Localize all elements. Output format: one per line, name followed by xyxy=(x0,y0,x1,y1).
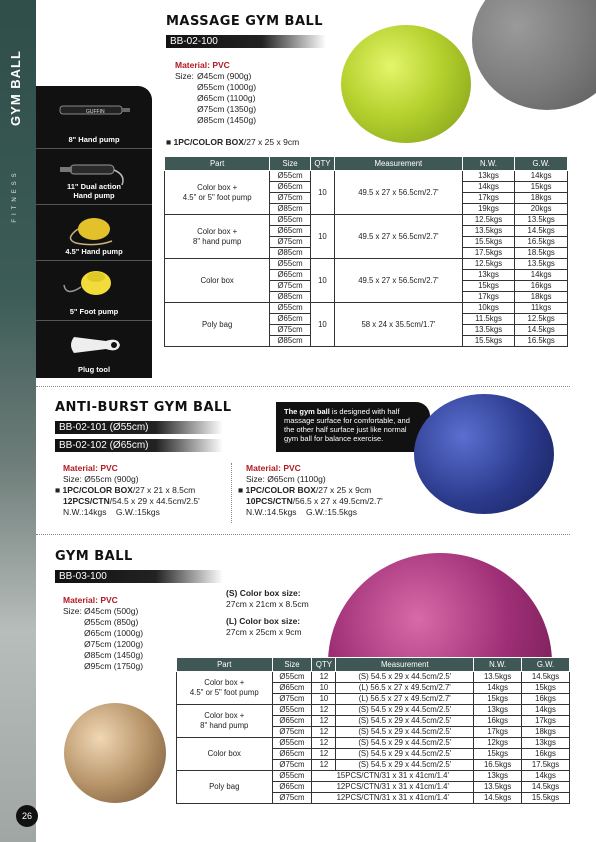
ab-left-ctn-bold: 12PCS/CTN xyxy=(63,496,110,506)
massage-size-list xyxy=(197,71,256,126)
side-subtitle: FITNESS xyxy=(12,169,18,223)
nw-cell: 16.5kgs xyxy=(474,760,522,771)
table-row xyxy=(165,259,568,270)
gw-cell: 16kgs xyxy=(522,694,570,705)
size-cell: Ø75cm xyxy=(270,193,311,204)
antiburst-ball-image xyxy=(414,394,554,514)
nw-cell: 13kgs xyxy=(474,705,522,716)
nw-cell: 13.5kgs xyxy=(462,226,515,237)
part-cell: Poly bag xyxy=(177,771,273,804)
massage-material: Material: PVC xyxy=(175,60,230,70)
gw-cell: 15kgs xyxy=(522,683,570,694)
table-header-row xyxy=(165,157,568,171)
gw-cell: 18kgs xyxy=(522,727,570,738)
accessory-item xyxy=(36,204,152,260)
size-cell: Ø55cm xyxy=(272,705,312,716)
qty-measurement-cell: 12PCS/CTN/31 x 31 x 41cm/1.4' xyxy=(312,793,474,804)
size-cell: Ø75cm xyxy=(272,727,312,738)
size-cell: Ø65cm xyxy=(272,782,312,793)
massage-size: Ø55cm (1000g) xyxy=(197,82,257,92)
table-row xyxy=(165,171,568,182)
size-cell: Ø65cm xyxy=(272,716,312,727)
size-cell: Ø55cm xyxy=(272,672,312,683)
antiburst-left-specs: Material: PVC Size: Ø55cm (900g) ■ 1PC/COLOR BOX/27 x 21 x 8.5cm 12PCS/CTN/54.5 x 29 x 44.5cm/2.5' N.W.:14kgs G.W.:15kgs xyxy=(55,463,235,518)
measurement-cell: 49.5 x 27 x 56.5cm/2.7' xyxy=(335,171,463,215)
accessory-item xyxy=(36,86,152,148)
massage-size: Ø65cm (1100g) xyxy=(197,93,256,103)
part-cell: Color box + 8" hand pump xyxy=(177,705,273,738)
size-cell: Ø55cm xyxy=(270,215,311,226)
nw-cell: 17kgs xyxy=(462,193,515,204)
accessories-panel xyxy=(36,86,152,378)
nw-cell: 16kgs xyxy=(474,716,522,727)
s-box-value: 27cm x 21cm x 8.5cm xyxy=(226,599,309,609)
ab-right-ctn-rest: /56.5 x 27 x 49.5cm/2.7' xyxy=(292,496,383,506)
table-header-cell: Measurement xyxy=(336,658,474,672)
table-header-cell: G.W. xyxy=(522,658,570,672)
part-cell: Color box + 8" hand pump xyxy=(165,215,270,259)
size-cell: Ø85cm xyxy=(270,204,311,215)
size-cell: Ø85cm xyxy=(270,336,311,347)
side-title: GYM BALL xyxy=(8,50,23,126)
svg-text:GUFFIN: GUFFIN xyxy=(86,109,105,115)
qty-measurement-cell: 12PCS/CTN/31 x 31 x 41cm/1.4' xyxy=(312,782,474,793)
ab-right-size: Size: Ø65cm (1100g) xyxy=(246,474,326,484)
qty-cell: 12 xyxy=(312,716,336,727)
nw-cell: 12.5kgs xyxy=(462,259,515,270)
hand-pump-45-icon xyxy=(56,211,132,247)
table-row xyxy=(177,672,570,683)
nw-cell: 13kgs xyxy=(462,171,515,182)
size-cell: Ø75cm xyxy=(270,281,311,292)
size-cell: Ø55cm xyxy=(270,259,311,270)
size-cell: Ø65cm xyxy=(270,270,311,281)
antiburst-right-specs: Material: PVC Size: Ø65cm (1100g) ■ 1PC/COLOR BOX/27 x 25 x 9cm 10PCS/CTN/56.5 x 27 x 49.5cm/2.7' N.W.:14.5kgs G.W.:15.5kgs xyxy=(238,463,418,518)
qty-cell: 10 xyxy=(312,683,336,694)
qty-cell: 12 xyxy=(312,705,336,716)
size-cell: Ø85cm xyxy=(270,248,311,259)
nw-cell: 17kgs xyxy=(474,727,522,738)
antiburst-title: ANTI-BURST GYM BALL xyxy=(55,400,232,415)
gw-cell: 11kgs xyxy=(515,303,568,314)
nw-cell: 15.5kgs xyxy=(462,336,515,347)
massage-pack: ■ 1PC/COLOR BOX/27 x 25 x 9cm xyxy=(166,137,300,147)
gymball-material: Material: PVC xyxy=(63,595,118,605)
ab-right-ctn-bold: 10PCS/CTN xyxy=(246,496,293,506)
qty-cell: 10 xyxy=(310,303,334,347)
gymball-size: Ø85cm (1450g) xyxy=(84,650,144,660)
size-cell: Ø65cm xyxy=(272,683,312,694)
measurement-cell: (S) 54.5 x 29 x 44.5cm/2.5' xyxy=(336,716,474,727)
part-cell: Color box + 4.5" or 5" foot pump xyxy=(177,672,273,705)
measurement-cell: (S) 54.5 x 29 x 44.5cm/2.5' xyxy=(336,705,474,716)
massage-size: Ø85cm (1450g) xyxy=(197,115,257,125)
size-cell: Ø65cm xyxy=(270,182,311,193)
size-cell: Ø55cm xyxy=(272,771,312,782)
ab-right-weights: N.W.:14.5kgs G.W.:15.5kgs xyxy=(246,507,358,517)
qty-cell: 12 xyxy=(312,760,336,771)
nw-cell: 19kgs xyxy=(462,204,515,215)
measurement-cell: 58 x 24 x 35.5cm/1.7' xyxy=(335,303,463,347)
accessory-item xyxy=(36,320,152,378)
gw-cell: 17.5kgs xyxy=(522,760,570,771)
gw-cell: 15kgs xyxy=(515,182,568,193)
table-header-cell: Size xyxy=(272,658,312,672)
nw-cell: 15kgs xyxy=(462,281,515,292)
qty-cell: 12 xyxy=(312,727,336,738)
size-cell: Ø75cm xyxy=(270,325,311,336)
gymball-size-label: Size: xyxy=(63,606,82,616)
table-header-cell: Part xyxy=(165,157,270,171)
s-box-label: (S) Color box size: xyxy=(226,588,301,598)
nw-cell: 13kgs xyxy=(462,270,515,281)
plug-tool-icon xyxy=(56,327,132,363)
gymball-size: Ø75cm (1200g) xyxy=(84,639,144,649)
nw-cell: 15.5kgs xyxy=(462,237,515,248)
page-number: 26 xyxy=(16,805,38,827)
massage-ball-image xyxy=(341,25,471,143)
gymball-size: Ø65cm (1000g) xyxy=(84,628,144,638)
nw-cell: 17.5kgs xyxy=(462,248,515,259)
measurement-cell: (S) 54.5 x 29 x 44.5cm/2.5' xyxy=(336,672,474,683)
ab-left-material: Material: PVC xyxy=(63,463,118,473)
l-box-value: 27cm x 25cm x 9cm xyxy=(226,627,302,637)
accessory-label: 8" Hand pump xyxy=(68,135,120,144)
gymball-table xyxy=(176,657,570,804)
gymball-code: BB-03-100 xyxy=(55,570,223,583)
gw-cell: 14kgs xyxy=(515,171,568,182)
massage-title: MASSAGE GYM BALL xyxy=(166,14,324,29)
nw-cell: 14.5kgs xyxy=(474,793,522,804)
qty-cell: 10 xyxy=(310,259,334,303)
nw-cell: 14kgs xyxy=(462,182,515,193)
size-cell: Ø75cm xyxy=(270,237,311,248)
table-row xyxy=(177,771,570,782)
ab-left-pack-rest: /27 x 21 x 8.5cm xyxy=(132,485,196,495)
callout-text: is designed with half massage surface for comfortable, and the other half surface just like normal gym ball for balance exercise. xyxy=(284,407,410,443)
nw-cell: 17kgs xyxy=(462,292,515,303)
table-header-cell: Measurement xyxy=(335,157,463,171)
accessory-label: Plug tool xyxy=(77,365,111,374)
nw-cell: 13kgs xyxy=(474,771,522,782)
size-cell: Ø75cm xyxy=(272,760,312,771)
nw-cell: 12.5kgs xyxy=(462,215,515,226)
measurement-cell: (L) 56.5 x 27 x 49.5cm/2.7' xyxy=(336,694,474,705)
measurement-cell: (L) 56.5 x 27 x 49.5cm/2.7' xyxy=(336,683,474,694)
size-cell: Ø85cm xyxy=(270,292,311,303)
gw-cell: 16kgs xyxy=(522,749,570,760)
gw-cell: 12.5kgs xyxy=(515,314,568,325)
table-header-cell: Size xyxy=(270,157,311,171)
table-header-cell: G.W. xyxy=(515,157,568,171)
qty-measurement-cell: 15PCS/CTN/31 x 31 x 41cm/1.4' xyxy=(312,771,474,782)
table-header-cell: Part xyxy=(177,658,273,672)
gw-cell: 14.5kgs xyxy=(522,782,570,793)
antiburst-callout xyxy=(276,402,430,452)
gw-cell: 18kgs xyxy=(515,193,568,204)
ab-right-pack-bold: 1PC/COLOR BOX xyxy=(245,485,316,495)
table-row xyxy=(177,738,570,749)
ab-left-ctn-rest: /54.5 x 29 x 44.5cm/2.5' xyxy=(109,496,200,506)
table-header-cell: N.W. xyxy=(474,658,522,672)
gw-cell: 14kgs xyxy=(522,771,570,782)
gw-cell: 16.5kgs xyxy=(515,237,568,248)
qty-cell: 12 xyxy=(312,749,336,760)
nw-cell: 12kgs xyxy=(474,738,522,749)
massage-code: BB-02-100 xyxy=(166,35,326,48)
table-header-cell: N.W. xyxy=(462,157,515,171)
nw-cell: 10kgs xyxy=(462,303,515,314)
size-cell: Ø55cm xyxy=(270,171,311,182)
gw-cell: 13.5kgs xyxy=(515,215,568,226)
size-cell: Ø65cm xyxy=(272,749,312,760)
accessory-label: 4.5" Hand pump xyxy=(65,247,123,256)
measurement-cell: (S) 54.5 x 29 x 44.5cm/2.5' xyxy=(336,738,474,749)
foot-pump-icon xyxy=(56,267,132,303)
ab-left-pack-bold: 1PC/COLOR BOX xyxy=(62,485,133,495)
size-cell: Ø75cm xyxy=(272,694,312,705)
ab-left-weights: N.W.:14kgs G.W.:15kgs xyxy=(63,507,160,517)
nw-cell: 11.5kgs xyxy=(462,314,515,325)
table-row xyxy=(165,303,568,314)
size-cell: Ø75cm xyxy=(272,793,312,804)
accessory-label: 11" Dual action Hand pump xyxy=(67,182,121,200)
massage-pack-bold: 1PC/COLOR BOX xyxy=(173,137,244,147)
gw-cell: 18.5kgs xyxy=(515,248,568,259)
gw-cell: 13kgs xyxy=(522,738,570,749)
gw-cell: 14kgs xyxy=(515,270,568,281)
divider xyxy=(36,534,570,535)
table-header-cell: QTY xyxy=(312,658,336,672)
hand-pump-8-icon xyxy=(56,92,132,128)
qty-cell: 10 xyxy=(310,215,334,259)
gymball-gold-image xyxy=(64,703,166,803)
nw-cell: 15kgs xyxy=(474,749,522,760)
antiburst-code-2: BB-02-102 (Ø65cm) xyxy=(55,439,223,452)
accessory-item xyxy=(36,148,152,204)
part-cell: Poly bag xyxy=(165,303,270,347)
ab-left-size: Size: Ø55cm (900g) xyxy=(63,474,139,484)
table-row xyxy=(177,705,570,716)
gw-cell: 20kgs xyxy=(515,204,568,215)
gw-cell: 16.5kgs xyxy=(515,336,568,347)
callout-bold: The gym ball xyxy=(284,407,330,416)
massage-size: Ø45cm (900g) xyxy=(197,71,252,81)
size-cell: Ø55cm xyxy=(270,303,311,314)
gw-cell: 14.5kgs xyxy=(515,226,568,237)
part-cell: Color box + 4.5" or 5" foot pump xyxy=(165,171,270,215)
measurement-cell: 49.5 x 27 x 56.5cm/2.7' xyxy=(335,259,463,303)
qty-cell: 12 xyxy=(312,738,336,749)
measurement-cell: (S) 54.5 x 29 x 44.5cm/2.5' xyxy=(336,727,474,738)
gymball-size: Ø55cm (850g) xyxy=(84,617,139,627)
nw-cell: 13.5kgs xyxy=(474,672,522,683)
size-cell: Ø65cm xyxy=(270,314,311,325)
gw-cell: 13.5kgs xyxy=(515,259,568,270)
antiburst-code-1: BB-02-101 (Ø55cm) xyxy=(55,421,223,434)
table-header-cell: QTY xyxy=(310,157,334,171)
ab-right-material: Material: PVC xyxy=(246,463,301,473)
table-header-row xyxy=(177,658,570,672)
gymball-box-sizes xyxy=(226,588,346,638)
size-cell: Ø65cm xyxy=(270,226,311,237)
qty-cell: 12 xyxy=(312,672,336,683)
massage-specs xyxy=(175,60,345,126)
nw-cell: 15kgs xyxy=(474,694,522,705)
massage-size-label: Size: xyxy=(175,71,194,81)
qty-cell: 10 xyxy=(310,171,334,215)
l-box-label: (L) Color box size: xyxy=(226,616,301,626)
gw-cell: 15.5kgs xyxy=(522,793,570,804)
nw-cell: 14kgs xyxy=(474,683,522,694)
gymball-size-list xyxy=(84,606,143,672)
measurement-cell: (S) 54.5 x 29 x 44.5cm/2.5' xyxy=(336,749,474,760)
gw-cell: 14.5kgs xyxy=(515,325,568,336)
massage-pack-rest: /27 x 25 x 9cm xyxy=(243,137,300,147)
table-row xyxy=(165,215,568,226)
accessory-item xyxy=(36,260,152,320)
gw-cell: 14.5kgs xyxy=(522,672,570,683)
qty-cell: 10 xyxy=(312,694,336,705)
gw-cell: 18kgs xyxy=(515,292,568,303)
divider xyxy=(36,386,570,387)
massage-size: Ø75cm (1350g) xyxy=(197,104,257,114)
measurement-cell: 49.5 x 27 x 56.5cm/2.7' xyxy=(335,215,463,259)
massage-table xyxy=(164,156,568,347)
nw-cell: 13.5kgs xyxy=(462,325,515,336)
accessory-label: 5" Foot pump xyxy=(69,307,119,316)
ab-right-pack-rest: /27 x 25 x 9cm xyxy=(315,485,372,495)
size-cell: Ø55cm xyxy=(272,738,312,749)
measurement-cell: (S) 54.5 x 29 x 44.5cm/2.5' xyxy=(336,760,474,771)
gw-cell: 14kgs xyxy=(522,705,570,716)
gw-cell: 17kgs xyxy=(522,716,570,727)
gymball-title: GYM BALL xyxy=(55,549,133,564)
gw-cell: 16kgs xyxy=(515,281,568,292)
antiburst-divider xyxy=(231,463,232,523)
gymball-size: Ø45cm (500g) xyxy=(84,606,139,616)
massage-ball-gray-image xyxy=(472,0,596,110)
part-cell: Color box xyxy=(165,259,270,303)
nw-cell: 13.5kgs xyxy=(474,782,522,793)
part-cell: Color box xyxy=(177,738,273,771)
gymball-size: Ø95cm (1750g) xyxy=(84,661,144,671)
